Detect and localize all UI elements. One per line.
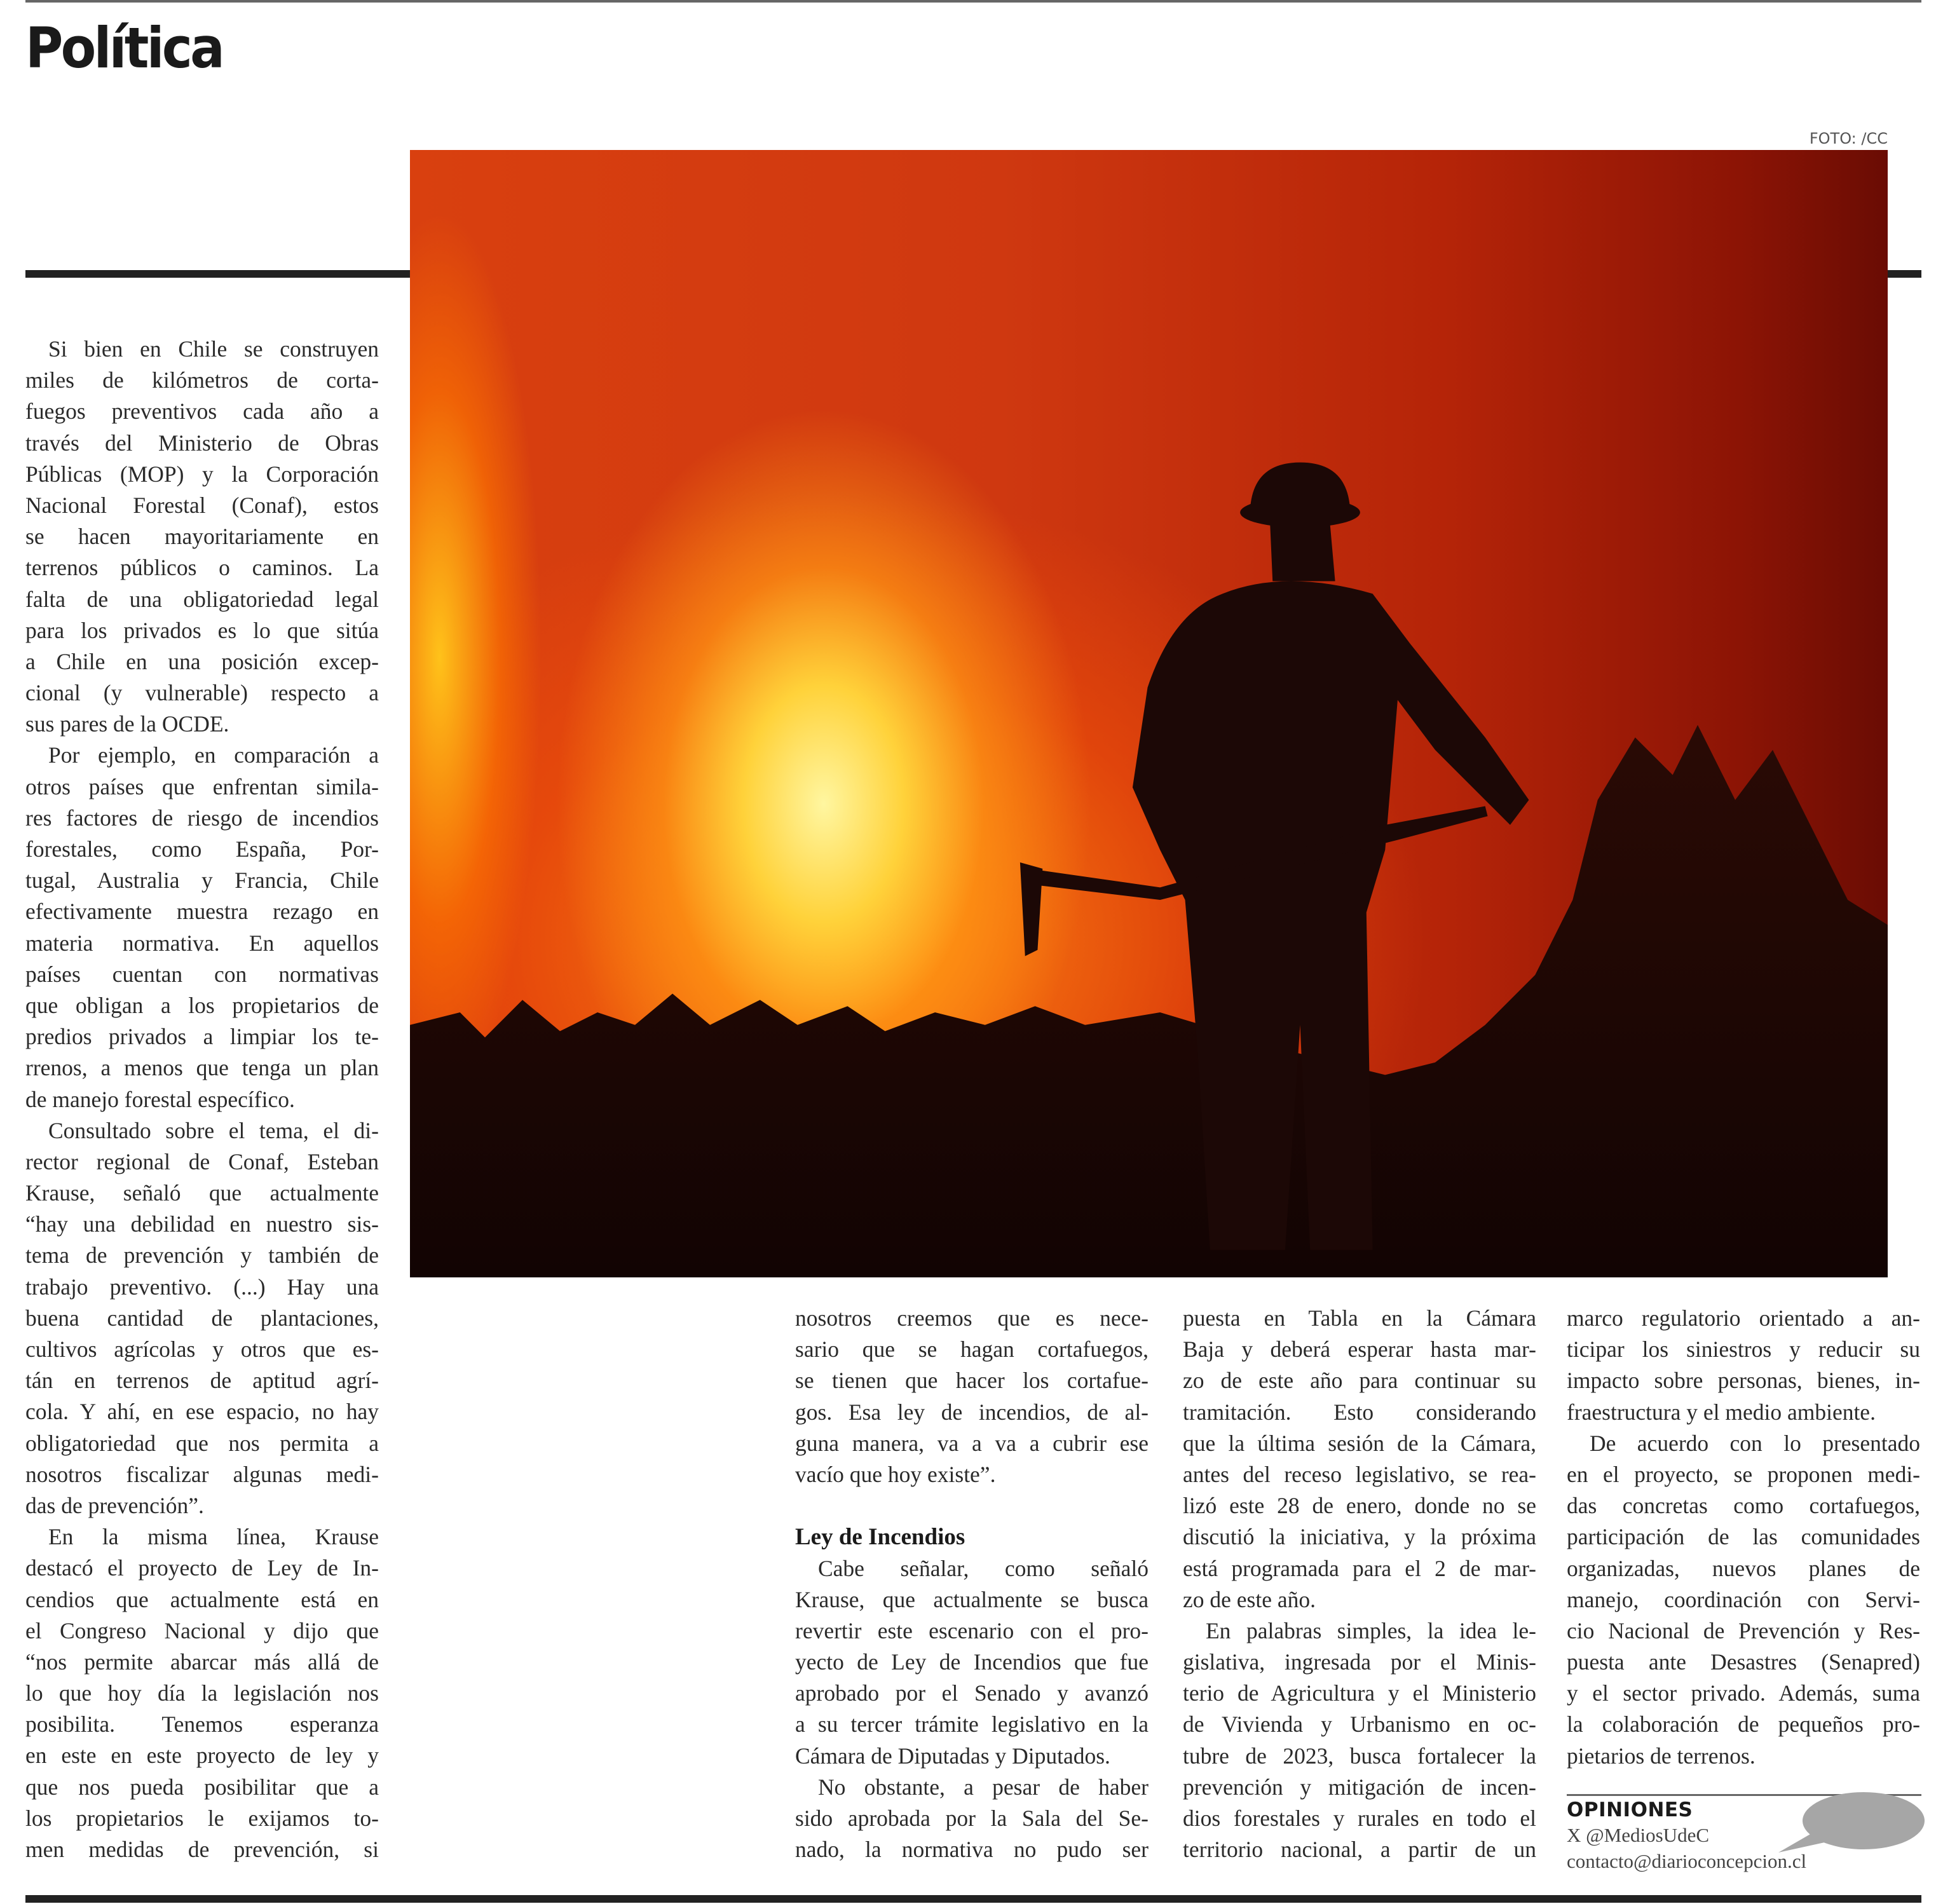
article-text-line: guna manera, va a va a cubrir ese — [795, 1430, 1149, 1456]
article-text-line: través del Ministerio de Obras — [25, 430, 379, 456]
article-text-line: vacío que hoy existe”. — [795, 1461, 996, 1487]
article-text-line: efectivamente muestra rezago en — [25, 899, 379, 925]
article-text-line: de Vivienda y Urbanismo en oc- — [1183, 1711, 1536, 1737]
article-text-line: terrenos públicos o caminos. La — [25, 555, 379, 581]
article-text-line: obligatoriedad que nos permita a — [25, 1430, 379, 1456]
speech-bubble-icon — [1773, 1789, 1926, 1865]
article-text-line: de manejo forestal específico. — [25, 1086, 295, 1112]
article-text-line: pietarios de terrenos. — [1567, 1743, 1756, 1769]
article-text-line: que nos pueda posibilitar que a — [25, 1774, 379, 1800]
article-text-line: que obligan a los propietarios de — [25, 992, 379, 1018]
article-text-line: posibilita. Tenemos esperanza — [25, 1711, 379, 1737]
article-text-line: sario que se hagan cortafuegos, — [795, 1336, 1149, 1363]
article-column-4 — [1567, 1303, 1920, 1772]
article-text-line: zo de este año para continuar su — [1183, 1368, 1536, 1394]
article-text-line: rrenos, a menos que tenga un plan — [25, 1055, 379, 1081]
paragraph-gap — [795, 1490, 1149, 1521]
article-text-line: lo que hoy día la legislación nos — [25, 1680, 379, 1706]
article-text-line: para los privados es lo que sitúa — [25, 617, 379, 643]
article-text-line: “nos permite abarcar más allá de — [25, 1649, 379, 1675]
article-text-line: tán en terrenos de aptitud agrí- — [25, 1368, 379, 1394]
article-text-line: antes del receso legislativo, se rea- — [1183, 1461, 1536, 1487]
article-text-line: prevención y mitigación de incen- — [1183, 1774, 1536, 1800]
article-subhead: Ley de Incendios — [795, 1524, 965, 1551]
article-column-3 — [1183, 1303, 1536, 1865]
firefighter-silhouette — [410, 150, 1888, 1277]
article-column-2 — [795, 1303, 1149, 1865]
section-title: Política — [25, 15, 223, 81]
article-text-line: destacó el proyecto de Ley de In- — [25, 1555, 379, 1581]
article-column-1 — [25, 334, 379, 1865]
article-text-line: tramitación. Esto considerando — [1183, 1399, 1536, 1425]
opiniones-email: contacto@diarioconcepcion.cl — [1567, 1850, 1807, 1872]
article-text-line: Cámara de Diputadas y Diputados. — [795, 1743, 1110, 1769]
article-text-line: De acuerdo con lo presentado — [1590, 1430, 1920, 1456]
article-text-line: cola. Y ahí, en ese espacio, no hay — [25, 1399, 379, 1425]
article-text-line: En palabras simples, la idea le- — [1206, 1617, 1536, 1643]
article-text-line: Si bien en Chile se construyen — [48, 336, 379, 362]
article-text-line: cio Nacional de Prevención y Res- — [1567, 1617, 1920, 1643]
article-text-line: el Congreso Nacional y dijo que — [25, 1617, 379, 1643]
article-text-line: puesta en Tabla en la Cámara — [1183, 1305, 1536, 1331]
article-text-line: zo de este año. — [1183, 1586, 1316, 1612]
opiniones-twitter: X @MediosUdeC — [1567, 1824, 1710, 1846]
article-text-line: tubre de 2023, busca fortalecer la — [1183, 1743, 1536, 1769]
article-text-line: lizó este 28 de enero, donde no se — [1183, 1493, 1536, 1519]
article-text-line: Públicas (MOP) y la Corporación — [25, 461, 379, 487]
article-text-line: fraestructura y el medio ambiente. — [1567, 1399, 1876, 1425]
article-text-line: Por ejemplo, en comparación a — [48, 742, 379, 768]
article-text-line: marco regulatorio orientado a an- — [1567, 1305, 1920, 1331]
article-text-line: ticipar los siniestros y reducir su — [1567, 1336, 1920, 1363]
article-text-line: nosotros creemos que es nece- — [795, 1305, 1149, 1331]
article-text-line: trabajo preventivo. (...) Hay una — [25, 1274, 379, 1300]
article-text-line: está programada para el 2 de mar- — [1183, 1555, 1536, 1581]
article-text-line: buena cantidad de plantaciones, — [25, 1305, 379, 1331]
article-text-line: cendios que actualmente está en — [25, 1586, 379, 1612]
article-text-line: puesta ante Desastres (Senapred) — [1567, 1649, 1920, 1675]
article-text-line: en este en este proyecto de ley y — [25, 1743, 379, 1769]
article-text-line: terio de Agricultura y el Ministerio — [1183, 1680, 1536, 1706]
article-text-line: No obstante, a pesar de haber — [818, 1774, 1149, 1800]
article-text-line: tugal, Australia y Francia, Chile — [25, 867, 379, 894]
article-text-line: en el proyecto, se proponen medi- — [1567, 1461, 1920, 1487]
article-text-line: res factores de riesgo de incendios — [25, 805, 379, 831]
article-text-line: yecto de Ley de Incendios que fue — [795, 1649, 1149, 1675]
article-text-line: cional (y vulnerable) respecto a — [25, 680, 379, 706]
article-text-line: a Chile en una posición excep- — [25, 648, 379, 674]
article-text-line: Consultado sobre el tema, el di- — [48, 1117, 379, 1143]
article-text-line: sido aprobada por la Sala del Se- — [795, 1805, 1149, 1831]
article-photo — [410, 150, 1888, 1277]
opiniones-title: OPINIONES — [1567, 1799, 1693, 1821]
article-text-line: nosotros fiscalizar algunas medi- — [25, 1461, 379, 1487]
article-text-line: das de prevención”. — [25, 1492, 204, 1518]
article-text-line: otros países que enfrentan simila- — [25, 773, 379, 799]
article-text-line: “hay una debilidad en nuestro sis- — [25, 1211, 379, 1237]
article-text-line: se tienen que hacer los cortafue- — [795, 1368, 1149, 1394]
article-text-line: falta de una obligatoriedad legal — [25, 586, 379, 612]
article-text-line: En la misma línea, Krause — [48, 1524, 379, 1550]
article-text-line: participación de las comunidades — [1567, 1524, 1920, 1550]
article-text-line: la colaboración de pequeños pro- — [1567, 1711, 1920, 1737]
article-text-line: manejo, coordinación con Servi- — [1567, 1586, 1920, 1612]
article-text-line: das concretas como cortafuegos, — [1567, 1493, 1920, 1519]
article-text-line: impacto sobre personas, bienes, in- — [1567, 1368, 1920, 1394]
article-text-line: fuegos preventivos cada año a — [25, 398, 379, 425]
article-text-line: materia normativa. En aquellos — [25, 930, 379, 956]
article-text-line: Cabe señalar, como señaló — [818, 1555, 1149, 1581]
article-text-line: nado, la normativa no pudo ser — [795, 1837, 1149, 1863]
article-text-line: miles de kilómetros de corta- — [25, 367, 379, 393]
article-text-line: que la última sesión de la Cámara, — [1183, 1430, 1536, 1456]
article-text-line: tema de prevención y también de — [25, 1242, 379, 1268]
article-text-line: gislativa, ingresada por el Minis- — [1183, 1649, 1536, 1675]
article-text-line: rector regional de Conaf, Esteban — [25, 1148, 379, 1174]
article-text-line: aprobado por el Senado y avanzó — [795, 1680, 1149, 1706]
article-text-line: men medidas de prevención, si — [25, 1837, 379, 1862]
article-text-line: Krause, señaló que actualmente — [25, 1180, 379, 1206]
article-text-line: forestales, como España, Por- — [25, 836, 379, 862]
photo-credit: FOTO: /CC — [1809, 130, 1888, 147]
article-text-line: Nacional Forestal (Conaf), estos — [25, 492, 379, 518]
article-text-line: y el sector privado. Además, suma — [1567, 1680, 1920, 1706]
article-text-line: revertir este escenario con el pro- — [795, 1617, 1149, 1643]
article-text-line: dios forestales y rurales en todo el — [1183, 1805, 1536, 1831]
article-text-line: sus pares de la OCDE. — [25, 711, 229, 737]
article-text-line: Baja y deberá esperar hasta mar- — [1183, 1336, 1536, 1363]
article-text-line: países cuentan con normativas — [25, 961, 379, 987]
article-text-line: a su tercer trámite legislativo en la — [795, 1711, 1149, 1737]
article-text-line: cultivos agrícolas y otros que es- — [25, 1336, 379, 1362]
bottom-rule — [25, 1895, 1921, 1903]
article-text-line: se hacen mayoritariamente en — [25, 524, 379, 550]
article-text-line: gos. Esa ley de incendios, de al- — [795, 1399, 1149, 1425]
article-text-line: los propietarios le exijamos to- — [25, 1805, 379, 1831]
article-text-line: predios privados a limpiar los te- — [25, 1024, 379, 1050]
article-text-line: organizadas, nuevos planes de — [1567, 1555, 1920, 1581]
top-rule — [25, 0, 1921, 3]
article-text-line: territorio nacional, a partir de un — [1183, 1837, 1536, 1863]
article-text-line: Krause, que actualmente se busca — [795, 1586, 1149, 1612]
article-text-line: discutió la iniciativa, y la próxima — [1183, 1524, 1536, 1550]
